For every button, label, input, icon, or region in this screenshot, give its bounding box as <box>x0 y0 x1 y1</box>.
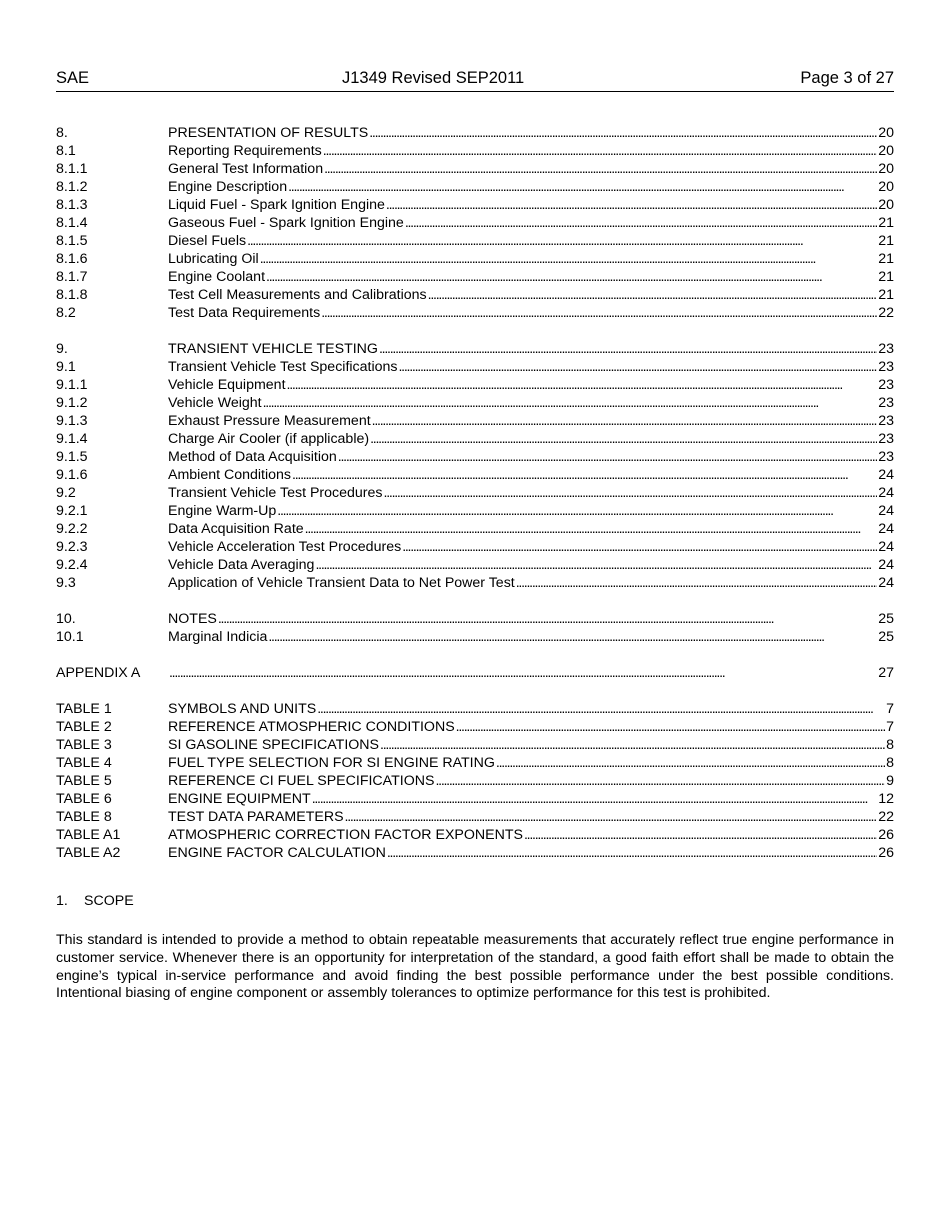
toc-entry[interactable] <box>56 304 894 322</box>
toc-leader-dots <box>369 124 877 142</box>
toc-entry[interactable] <box>56 556 894 574</box>
toc-entry-number: 9.1.5 <box>56 449 88 465</box>
toc-entry-number: APPENDIX A <box>56 665 141 681</box>
toc-leader-dots <box>380 736 885 754</box>
toc-entry-number: 8.1.7 <box>56 269 88 285</box>
toc-leader-dots <box>169 664 877 682</box>
toc-leader-dots <box>338 448 877 466</box>
toc-entry-page: 23 <box>878 341 894 357</box>
toc-entry-page: 21 <box>878 215 894 231</box>
toc-entry-title: TEST DATA PARAMETERS <box>168 809 344 825</box>
toc-entry-title: Engine Description <box>168 179 288 195</box>
toc-entry-number: TABLE A1 <box>56 827 121 843</box>
toc-entry-page: 23 <box>878 377 894 393</box>
toc-leader-dots <box>402 538 877 556</box>
toc-entry[interactable] <box>56 376 894 394</box>
toc-entry[interactable] <box>56 754 894 772</box>
toc-entry-title: Vehicle Data Averaging <box>168 557 315 573</box>
toc-entry-number: 8.2 <box>56 305 76 321</box>
toc-entry-number: 9.1.3 <box>56 413 88 429</box>
toc-entry-number: 8.1.4 <box>56 215 88 231</box>
section-number: 1. <box>56 893 68 909</box>
toc-leader-dots <box>372 412 878 430</box>
toc-entry-page: 21 <box>878 233 894 249</box>
toc-entry-page: 22 <box>878 809 894 825</box>
toc-entry-number: TABLE 4 <box>56 755 112 771</box>
toc-entry[interactable] <box>56 736 894 754</box>
toc-entry-title: Data Acquisition Rate <box>168 521 304 537</box>
toc-entry-number: TABLE 2 <box>56 719 112 735</box>
toc-entry-page: 8 <box>886 755 894 771</box>
toc-entry-title: Test Cell Measurements and Calibrations <box>168 287 427 303</box>
table-of-contents <box>56 124 894 880</box>
toc-leader-dots <box>428 286 878 304</box>
toc-leader-dots <box>323 142 877 160</box>
toc-leader-dots <box>496 754 885 772</box>
toc-leader-dots <box>387 844 877 862</box>
toc-leader-dots <box>516 574 877 592</box>
toc-leader-dots <box>288 178 877 196</box>
toc-entry[interactable] <box>56 790 894 808</box>
toc-entry-number: 9.1.2 <box>56 395 88 411</box>
toc-entry-page: 7 <box>886 701 894 717</box>
toc-entry-page: 21 <box>878 269 894 285</box>
toc-entry-number: 8. <box>56 125 68 141</box>
toc-entry-number: TABLE 1 <box>56 701 112 717</box>
toc-entry-number: 9.1.4 <box>56 431 88 447</box>
toc-entry-number: 8.1.8 <box>56 287 88 303</box>
toc-entry-title: PRESENTATION OF RESULTS <box>168 125 369 141</box>
toc-leader-dots <box>317 700 885 718</box>
toc-entry[interactable] <box>56 178 894 196</box>
toc-group <box>56 700 894 862</box>
toc-group <box>56 340 894 592</box>
toc-entry-title: Marginal Indicia <box>168 629 268 645</box>
toc-entry-page: 20 <box>878 125 894 141</box>
toc-entry[interactable] <box>56 700 894 718</box>
toc-leader-dots <box>312 790 878 808</box>
toc-entry-title: Vehicle Equipment <box>168 377 286 393</box>
toc-leader-dots <box>370 430 877 448</box>
toc-entry[interactable] <box>56 772 894 790</box>
toc-entry-number: 9.2 <box>56 485 76 501</box>
section-heading <box>56 892 894 910</box>
toc-entry[interactable] <box>56 340 894 358</box>
toc-entry[interactable] <box>56 808 894 826</box>
toc-entry-title: Transient Vehicle Test Specifications <box>168 359 398 375</box>
toc-leader-dots <box>292 466 877 484</box>
toc-entry[interactable] <box>56 484 894 502</box>
toc-entry[interactable] <box>56 124 894 142</box>
toc-entry-page: 25 <box>878 629 894 645</box>
toc-entry-page: 24 <box>878 485 894 501</box>
toc-leader-dots <box>524 826 877 844</box>
toc-entry[interactable] <box>56 502 894 520</box>
toc-entry-number: TABLE 5 <box>56 773 112 789</box>
toc-entry-title: Reporting Requirements <box>168 143 322 159</box>
toc-entry-number: 8.1.2 <box>56 179 88 195</box>
toc-entry-title: General Test Information <box>168 161 324 177</box>
toc-entry-number: 9. <box>56 341 68 357</box>
toc-entry-title: Exhaust Pressure Measurement <box>168 413 371 429</box>
toc-entry-page: 26 <box>878 845 894 861</box>
toc-entry[interactable] <box>56 358 894 376</box>
toc-entry-title: Vehicle Weight <box>168 395 262 411</box>
toc-entry-title: ATMOSPHERIC CORRECTION FACTOR EXPONENTS <box>168 827 523 843</box>
toc-entry[interactable] <box>56 394 894 412</box>
toc-entry-page: 27 <box>878 665 894 681</box>
toc-group <box>56 664 894 682</box>
toc-entry-page: 26 <box>878 827 894 843</box>
toc-entry-title: FUEL TYPE SELECTION FOR SI ENGINE RATING <box>168 755 495 771</box>
toc-leader-dots <box>287 376 878 394</box>
toc-group <box>56 610 894 646</box>
toc-entry-page: 20 <box>878 179 894 195</box>
toc-entry-page: 23 <box>878 359 894 375</box>
header-organization: SAE <box>56 69 90 87</box>
toc-entry-title: TRANSIENT VEHICLE TESTING <box>168 341 378 357</box>
toc-entry-number: 8.1.5 <box>56 233 88 249</box>
toc-leader-dots <box>218 610 877 628</box>
toc-entry-title: ENGINE FACTOR CALCULATION <box>168 845 386 861</box>
toc-leader-dots <box>379 340 877 358</box>
toc-leader-dots <box>305 520 878 538</box>
toc-entry-number: TABLE 6 <box>56 791 112 807</box>
toc-entry-title: Method of Data Acquisition <box>168 449 337 465</box>
toc-entry-number: 9.1 <box>56 359 76 375</box>
toc-entry-number: 8.1.1 <box>56 161 88 177</box>
toc-leader-dots <box>266 268 877 286</box>
toc-entry[interactable] <box>56 250 894 268</box>
toc-entry-title: REFERENCE ATMOSPHERIC CONDITIONS <box>168 719 455 735</box>
toc-entry-number: 9.2.1 <box>56 503 88 519</box>
toc-leader-dots <box>260 250 878 268</box>
toc-entry[interactable] <box>56 664 894 682</box>
toc-entry[interactable] <box>56 160 894 178</box>
toc-entry-page: 25 <box>878 611 894 627</box>
header-document-id: J1349 Revised SEP2011 <box>342 69 525 87</box>
toc-entry[interactable] <box>56 286 894 304</box>
toc-leader-dots <box>345 808 878 826</box>
toc-entry-page: 23 <box>878 431 894 447</box>
toc-entry-title: SI GASOLINE SPECIFICATIONS <box>168 737 380 753</box>
toc-entry-number: 8.1 <box>56 143 76 159</box>
toc-entry-title: Gaseous Fuel - Spark Ignition Engine <box>168 215 404 231</box>
section-paragraph: This standard is intended to provide a method to obtain repeatable measurements that accurately reflect true engine performance in customer service. Whenever there is an opportunity for interpretation of the standard, a good faith effort shall be made to obtain the engine’s typical in-service performance and avoid finding the best possible performance under the best possible conditions. Intentional biasing of engine component or assembly tolerances to optimize performance for this test is prohibited. <box>56 932 894 1002</box>
toc-entry[interactable] <box>56 232 894 250</box>
toc-entry[interactable] <box>56 142 894 160</box>
toc-entry-title: Diesel Fuels <box>168 233 247 249</box>
toc-leader-dots <box>456 718 885 736</box>
toc-leader-dots <box>315 556 877 574</box>
toc-leader-dots <box>324 160 877 178</box>
toc-entry-page: 23 <box>878 449 894 465</box>
toc-entry-title: Charge Air Cooler (if applicable) <box>168 431 370 447</box>
toc-entry[interactable] <box>56 610 894 628</box>
toc-entry[interactable] <box>56 268 894 286</box>
toc-entry-number: 8.1.3 <box>56 197 88 213</box>
toc-leader-dots <box>435 772 885 790</box>
toc-entry-page: 8 <box>886 737 894 753</box>
toc-entry-page: 20 <box>878 161 894 177</box>
toc-entry-number: 10.1 <box>56 629 84 645</box>
toc-leader-dots <box>277 502 877 520</box>
toc-leader-dots <box>321 304 877 322</box>
toc-entry-title: Test Data Requirements <box>168 305 321 321</box>
toc-entry-number: 9.1.6 <box>56 467 88 483</box>
toc-entry-page: 23 <box>878 395 894 411</box>
toc-leader-dots <box>398 358 877 376</box>
toc-entry-number: 9.3 <box>56 575 76 591</box>
toc-entry[interactable] <box>56 430 894 448</box>
toc-entry-page: 7 <box>886 719 894 735</box>
toc-leader-dots <box>386 196 877 214</box>
toc-entry-page: 24 <box>878 557 894 573</box>
toc-entry[interactable] <box>56 826 894 844</box>
page-header <box>56 69 894 92</box>
toc-entry-title: Engine Coolant <box>168 269 266 285</box>
toc-entry-page: 23 <box>878 413 894 429</box>
toc-entry[interactable] <box>56 574 894 592</box>
toc-entry-page: 24 <box>878 503 894 519</box>
toc-entry-page: 12 <box>878 791 894 807</box>
toc-entry[interactable] <box>56 196 894 214</box>
scope-section <box>56 892 894 1003</box>
toc-entry-number: 9.2.2 <box>56 521 88 537</box>
toc-entry-title: ENGINE EQUIPMENT <box>168 791 311 807</box>
toc-entry-page: 24 <box>878 521 894 537</box>
toc-entry-page: 24 <box>878 575 894 591</box>
toc-entry-page: 21 <box>878 287 894 303</box>
toc-entry-title: NOTES <box>168 611 217 627</box>
toc-entry-title: Application of Vehicle Transient Data to Net Power Test <box>168 575 515 591</box>
toc-entry-title: Vehicle Acceleration Test Procedures <box>168 539 402 555</box>
toc-entry-number: TABLE 3 <box>56 737 112 753</box>
toc-entry-number: TABLE 8 <box>56 809 112 825</box>
toc-entry-title: Transient Vehicle Test Procedures <box>168 485 383 501</box>
toc-leader-dots <box>263 394 878 412</box>
toc-group <box>56 124 894 322</box>
toc-entry[interactable] <box>56 466 894 484</box>
toc-entry-title: Ambient Conditions <box>168 467 292 483</box>
toc-leader-dots <box>247 232 877 250</box>
toc-entry[interactable] <box>56 844 894 862</box>
toc-entry-number: TABLE A2 <box>56 845 121 861</box>
toc-entry[interactable] <box>56 628 894 646</box>
section-title: SCOPE <box>84 893 134 909</box>
toc-entry-page: 20 <box>878 143 894 159</box>
toc-entry-page: 20 <box>878 197 894 213</box>
header-page-number: Page 3 of 27 <box>800 69 894 87</box>
toc-entry[interactable] <box>56 718 894 736</box>
toc-entry[interactable] <box>56 412 894 430</box>
toc-entry-title: SYMBOLS AND UNITS <box>168 701 317 717</box>
toc-entry-title: Liquid Fuel - Spark Ignition Engine <box>168 197 385 213</box>
toc-entry[interactable] <box>56 520 894 538</box>
toc-entry-page: 21 <box>878 251 894 267</box>
toc-entry-number: 9.2.3 <box>56 539 88 555</box>
toc-leader-dots <box>384 484 878 502</box>
toc-entry-number: 9.2.4 <box>56 557 88 573</box>
toc-entry-page: 24 <box>878 539 894 555</box>
toc-leader-dots <box>405 214 877 232</box>
toc-entry-title: REFERENCE CI FUEL SPECIFICATIONS <box>168 773 435 789</box>
toc-entry[interactable] <box>56 448 894 466</box>
toc-entry-number: 9.1.1 <box>56 377 88 393</box>
toc-entry-title: Engine Warm-Up <box>168 503 277 519</box>
toc-entry-page: 9 <box>886 773 894 789</box>
toc-entry-page: 24 <box>878 467 894 483</box>
toc-entry-number: 10. <box>56 611 76 627</box>
toc-entry[interactable] <box>56 214 894 232</box>
toc-entry-page: 22 <box>878 305 894 321</box>
toc-entry[interactable] <box>56 538 894 556</box>
toc-leader-dots <box>268 628 877 646</box>
toc-entry-title: Lubricating Oil <box>168 251 259 267</box>
toc-entry-number: 8.1.6 <box>56 251 88 267</box>
